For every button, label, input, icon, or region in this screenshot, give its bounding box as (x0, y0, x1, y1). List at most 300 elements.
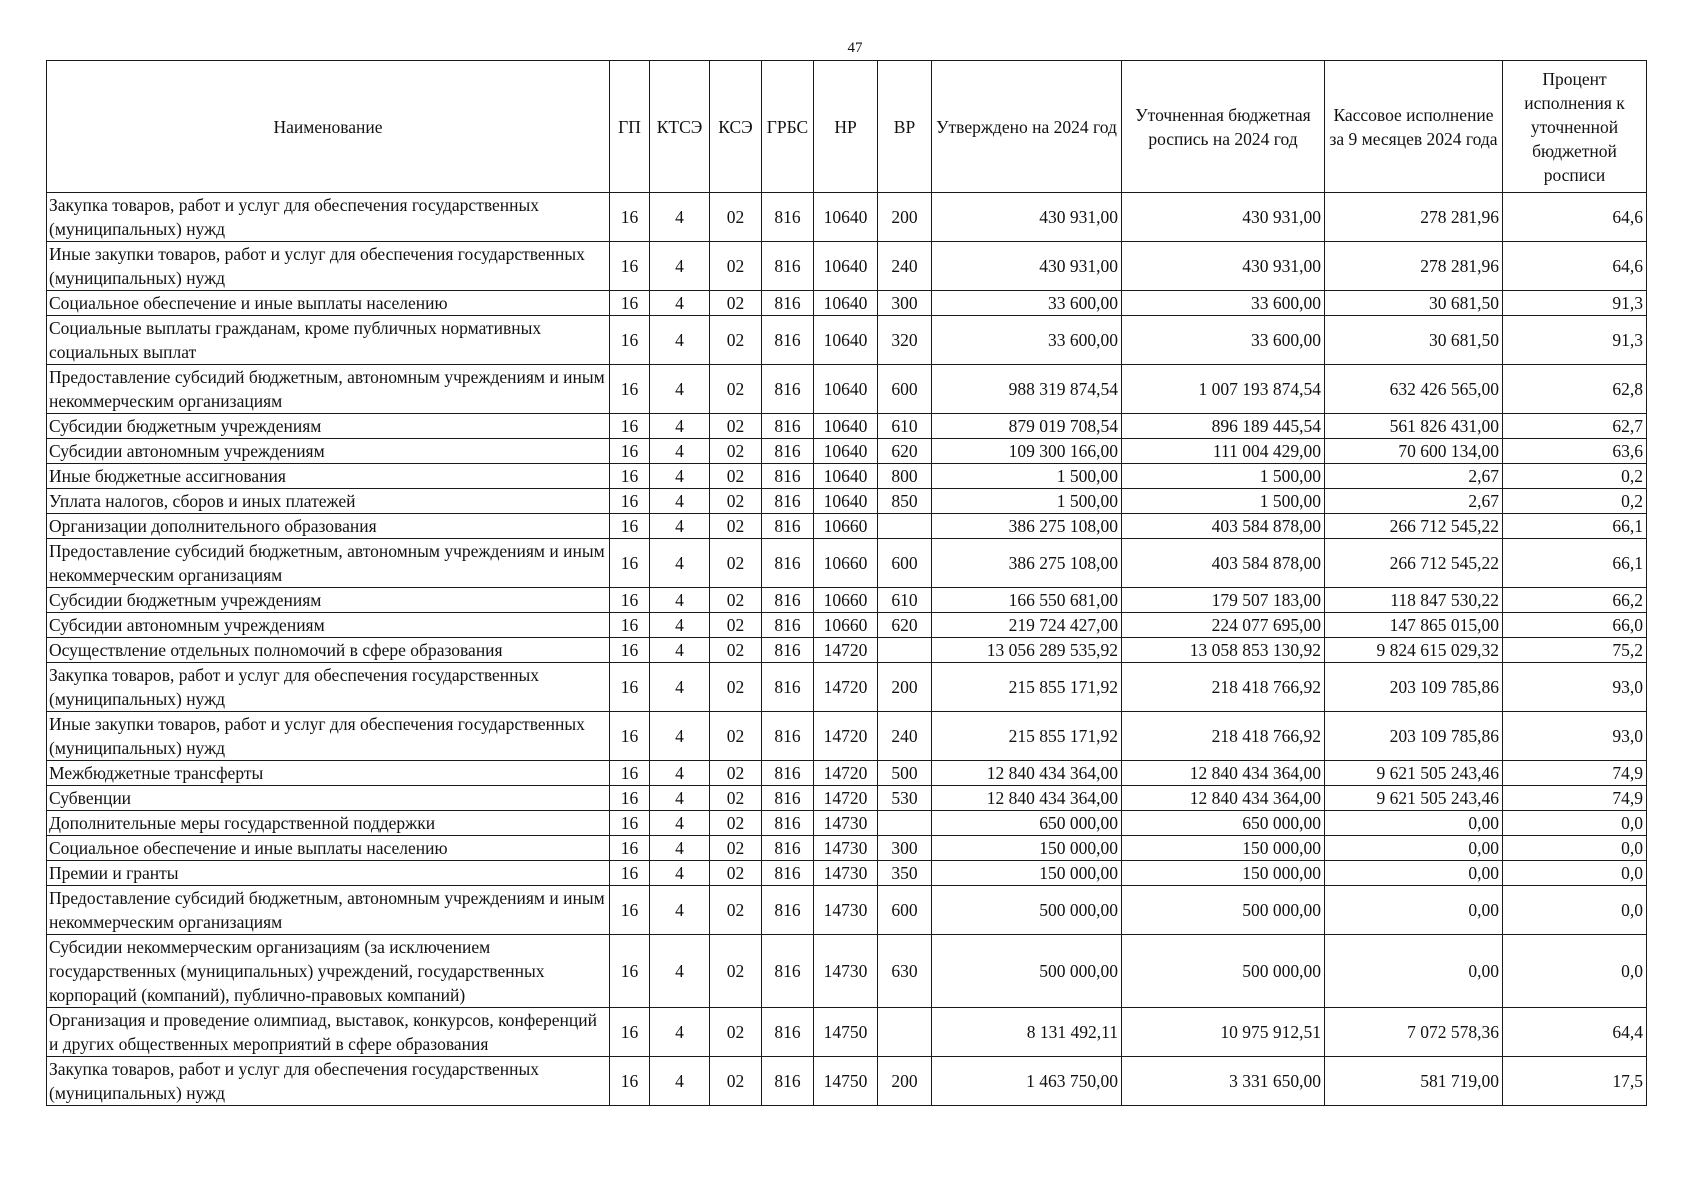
cell-approved: 430 931,00 (932, 242, 1122, 291)
cell-refined: 1 007 193 874,54 (1122, 365, 1325, 414)
cell-refined: 500 000,00 (1122, 935, 1325, 1008)
cell-percent: 91,3 (1503, 291, 1647, 316)
cell-cash: 0,00 (1325, 935, 1503, 1008)
table-row (47, 193, 1647, 242)
cell-gp: 16 (610, 439, 650, 464)
cell-ktse: 4 (650, 861, 710, 886)
cell-gp: 16 (610, 193, 650, 242)
table-row (47, 242, 1647, 291)
cell-kse: 02 (710, 539, 762, 588)
cell-grbs: 816 (762, 786, 814, 811)
cell-percent: 66,0 (1503, 613, 1647, 638)
cell-cash: 147 865 015,00 (1325, 613, 1503, 638)
cell-ktse: 4 (650, 1008, 710, 1057)
cell-grbs: 816 (762, 861, 814, 886)
cell-approved: 386 275 108,00 (932, 539, 1122, 588)
cell-approved: 215 855 171,92 (932, 663, 1122, 712)
cell-refined: 224 077 695,00 (1122, 613, 1325, 638)
budget-table (46, 60, 1647, 1106)
cell-ktse: 4 (650, 365, 710, 414)
cell-vr (878, 638, 932, 663)
cell-ktse: 4 (650, 242, 710, 291)
cell-gp: 16 (610, 886, 650, 935)
cell-name: Субсидии автономным учреждениям (47, 613, 610, 638)
cell-percent: 62,8 (1503, 365, 1647, 414)
cell-refined: 218 418 766,92 (1122, 712, 1325, 761)
cell-name: Субсидии бюджетным учреждениям (47, 414, 610, 439)
cell-approved: 12 840 434 364,00 (932, 786, 1122, 811)
cell-refined: 500 000,00 (1122, 886, 1325, 935)
table-row (47, 489, 1647, 514)
cell-ktse: 4 (650, 464, 710, 489)
header-row (47, 61, 1647, 193)
cell-name: Социальное обеспечение и иные выплаты населению (47, 291, 610, 316)
cell-kse: 02 (710, 489, 762, 514)
cell-approved: 879 019 708,54 (932, 414, 1122, 439)
cell-refined: 13 058 853 130,92 (1122, 638, 1325, 663)
cell-cash: 9 824 615 029,32 (1325, 638, 1503, 663)
cell-percent: 93,0 (1503, 712, 1647, 761)
cell-vr: 200 (878, 1057, 932, 1106)
cell-refined: 218 418 766,92 (1122, 663, 1325, 712)
cell-gp: 16 (610, 316, 650, 365)
cell-grbs: 816 (762, 663, 814, 712)
cell-percent: 0,0 (1503, 861, 1647, 886)
cell-approved: 166 550 681,00 (932, 588, 1122, 613)
table-row (47, 1057, 1647, 1106)
cell-grbs: 816 (762, 886, 814, 935)
cell-vr: 300 (878, 836, 932, 861)
cell-name: Уплата налогов, сборов и иных платежей (47, 489, 610, 514)
table-row (47, 291, 1647, 316)
cell-percent: 66,1 (1503, 514, 1647, 539)
cell-nr: 14730 (814, 886, 878, 935)
cell-cash: 70 600 134,00 (1325, 439, 1503, 464)
cell-ktse: 4 (650, 613, 710, 638)
cell-approved: 215 855 171,92 (932, 712, 1122, 761)
cell-gp: 16 (610, 811, 650, 836)
cell-cash: 203 109 785,86 (1325, 712, 1503, 761)
cell-ktse: 4 (650, 886, 710, 935)
table-row (47, 886, 1647, 935)
cell-vr: 500 (878, 761, 932, 786)
cell-name: Закупка товаров, работ и услуг для обеспечения государственных (муниципальных) нужд (47, 663, 610, 712)
table-row (47, 1008, 1647, 1057)
cell-gp: 16 (610, 861, 650, 886)
cell-grbs: 816 (762, 539, 814, 588)
cell-vr: 300 (878, 291, 932, 316)
cell-nr: 14720 (814, 786, 878, 811)
header-kse: КСЭ (710, 61, 762, 193)
cell-grbs: 816 (762, 638, 814, 663)
cell-nr: 14750 (814, 1057, 878, 1106)
cell-kse: 02 (710, 464, 762, 489)
cell-approved: 33 600,00 (932, 316, 1122, 365)
cell-vr: 620 (878, 439, 932, 464)
cell-cash: 266 712 545,22 (1325, 539, 1503, 588)
cell-approved: 150 000,00 (932, 836, 1122, 861)
cell-name: Субсидии бюджетным учреждениям (47, 588, 610, 613)
cell-name: Дополнительные меры государственной поддержки (47, 811, 610, 836)
cell-percent: 0,0 (1503, 811, 1647, 836)
cell-ktse: 4 (650, 316, 710, 365)
cell-percent: 75,2 (1503, 638, 1647, 663)
cell-nr: 10640 (814, 242, 878, 291)
cell-vr: 240 (878, 242, 932, 291)
cell-vr: 600 (878, 539, 932, 588)
cell-refined: 150 000,00 (1122, 836, 1325, 861)
cell-name: Социальные выплаты гражданам, кроме публичных нормативных социальных выплат (47, 316, 610, 365)
cell-percent: 64,4 (1503, 1008, 1647, 1057)
cell-name: Предоставление субсидий бюджетным, автономным учреждениям и иным некоммерческим организациям (47, 539, 610, 588)
cell-kse: 02 (710, 935, 762, 1008)
cell-name: Субсидии автономным учреждениям (47, 439, 610, 464)
cell-gp: 16 (610, 613, 650, 638)
cell-percent: 74,9 (1503, 761, 1647, 786)
cell-kse: 02 (710, 836, 762, 861)
cell-nr: 14720 (814, 663, 878, 712)
cell-percent: 0,0 (1503, 935, 1647, 1008)
cell-nr: 14730 (814, 935, 878, 1008)
cell-grbs: 816 (762, 613, 814, 638)
cell-percent: 74,9 (1503, 786, 1647, 811)
cell-grbs: 816 (762, 1057, 814, 1106)
cell-cash: 561 826 431,00 (1325, 414, 1503, 439)
cell-vr (878, 514, 932, 539)
cell-name: Предоставление субсидий бюджетным, автономным учреждениям и иным некоммерческим организациям (47, 365, 610, 414)
cell-nr: 10640 (814, 439, 878, 464)
cell-kse: 02 (710, 861, 762, 886)
table-row (47, 588, 1647, 613)
cell-vr: 350 (878, 861, 932, 886)
cell-refined: 12 840 434 364,00 (1122, 761, 1325, 786)
cell-ktse: 4 (650, 1057, 710, 1106)
cell-grbs: 816 (762, 1008, 814, 1057)
table-row (47, 414, 1647, 439)
cell-grbs: 816 (762, 316, 814, 365)
cell-percent: 0,0 (1503, 836, 1647, 861)
cell-kse: 02 (710, 588, 762, 613)
cell-vr: 610 (878, 588, 932, 613)
cell-ktse: 4 (650, 935, 710, 1008)
cell-kse: 02 (710, 316, 762, 365)
cell-grbs: 816 (762, 761, 814, 786)
cell-grbs: 816 (762, 489, 814, 514)
cell-nr: 14730 (814, 836, 878, 861)
cell-percent: 17,5 (1503, 1057, 1647, 1106)
header-name: Наименование (47, 61, 610, 193)
cell-ktse: 4 (650, 638, 710, 663)
cell-vr: 320 (878, 316, 932, 365)
cell-ktse: 4 (650, 761, 710, 786)
cell-kse: 02 (710, 712, 762, 761)
cell-cash: 0,00 (1325, 861, 1503, 886)
cell-grbs: 816 (762, 811, 814, 836)
cell-approved: 430 931,00 (932, 193, 1122, 242)
cell-name: Субвенции (47, 786, 610, 811)
cell-kse: 02 (710, 638, 762, 663)
table-row (47, 836, 1647, 861)
cell-gp: 16 (610, 638, 650, 663)
cell-name: Премии и гранты (47, 861, 610, 886)
cell-gp: 16 (610, 414, 650, 439)
page-number: 47 (847, 40, 863, 56)
cell-approved: 1 463 750,00 (932, 1057, 1122, 1106)
cell-gp: 16 (610, 663, 650, 712)
cell-kse: 02 (710, 514, 762, 539)
cell-nr: 10640 (814, 365, 878, 414)
cell-nr: 14730 (814, 861, 878, 886)
cell-grbs: 816 (762, 836, 814, 861)
cell-gp: 16 (610, 514, 650, 539)
table-row (47, 761, 1647, 786)
cell-name: Социальное обеспечение и иные выплаты населению (47, 836, 610, 861)
cell-approved: 500 000,00 (932, 886, 1122, 935)
cell-cash: 203 109 785,86 (1325, 663, 1503, 712)
cell-grbs: 816 (762, 935, 814, 1008)
cell-ktse: 4 (650, 811, 710, 836)
cell-percent: 64,6 (1503, 242, 1647, 291)
cell-percent: 62,7 (1503, 414, 1647, 439)
cell-vr: 610 (878, 414, 932, 439)
header-percent: Процент исполнения к уточненной бюджетной росписи (1503, 61, 1647, 193)
cell-refined: 896 189 445,54 (1122, 414, 1325, 439)
cell-refined: 430 931,00 (1122, 242, 1325, 291)
cell-kse: 02 (710, 761, 762, 786)
cell-name: Иные бюджетные ассигнования (47, 464, 610, 489)
cell-approved: 988 319 874,54 (932, 365, 1122, 414)
cell-gp: 16 (610, 1008, 650, 1057)
cell-percent: 66,1 (1503, 539, 1647, 588)
cell-cash: 0,00 (1325, 811, 1503, 836)
cell-cash: 632 426 565,00 (1325, 365, 1503, 414)
cell-name: Закупка товаров, работ и услуг для обеспечения государственных (муниципальных) нужд (47, 193, 610, 242)
table-row (47, 935, 1647, 1008)
cell-nr: 10660 (814, 539, 878, 588)
cell-kse: 02 (710, 786, 762, 811)
table-row (47, 613, 1647, 638)
cell-name: Организация и проведение олимпиад, выставок, конкурсов, конференций и других общественных мероприятий в сфере образования (47, 1008, 610, 1057)
cell-name: Субсидии некоммерческим организациям (за исключением государственных (муниципальных) учреждений, государственных корпораций (компаний), публично-правовых компаний) (47, 935, 610, 1008)
cell-percent: 63,6 (1503, 439, 1647, 464)
cell-refined: 650 000,00 (1122, 811, 1325, 836)
cell-vr: 600 (878, 886, 932, 935)
cell-grbs: 816 (762, 588, 814, 613)
cell-refined: 1 500,00 (1122, 489, 1325, 514)
cell-nr: 14720 (814, 638, 878, 663)
cell-refined: 10 975 912,51 (1122, 1008, 1325, 1057)
cell-refined: 111 004 429,00 (1122, 439, 1325, 464)
cell-vr: 240 (878, 712, 932, 761)
cell-refined: 33 600,00 (1122, 291, 1325, 316)
table-row (47, 861, 1647, 886)
cell-ktse: 4 (650, 291, 710, 316)
cell-approved: 500 000,00 (932, 935, 1122, 1008)
cell-refined: 403 584 878,00 (1122, 514, 1325, 539)
cell-kse: 02 (710, 811, 762, 836)
table-header (47, 61, 1647, 193)
cell-kse: 02 (710, 414, 762, 439)
cell-nr: 10640 (814, 464, 878, 489)
header-refined: Уточненная бюджетная роспись на 2024 год (1122, 61, 1325, 193)
cell-grbs: 816 (762, 439, 814, 464)
cell-vr: 530 (878, 786, 932, 811)
cell-kse: 02 (710, 1057, 762, 1106)
cell-cash: 30 681,50 (1325, 316, 1503, 365)
cell-gp: 16 (610, 365, 650, 414)
cell-gp: 16 (610, 242, 650, 291)
cell-refined: 33 600,00 (1122, 316, 1325, 365)
table-row (47, 316, 1647, 365)
table-row (47, 663, 1647, 712)
cell-percent: 0,2 (1503, 489, 1647, 514)
cell-cash: 0,00 (1325, 836, 1503, 861)
cell-ktse: 4 (650, 439, 710, 464)
cell-ktse: 4 (650, 663, 710, 712)
cell-vr: 620 (878, 613, 932, 638)
cell-approved: 12 840 434 364,00 (932, 761, 1122, 786)
table-row (47, 786, 1647, 811)
table-body (47, 193, 1647, 1106)
cell-approved: 1 500,00 (932, 464, 1122, 489)
header-gp: ГП (610, 61, 650, 193)
header-grbs: ГРБС (762, 61, 814, 193)
cell-ktse: 4 (650, 539, 710, 588)
cell-cash: 9 621 505 243,46 (1325, 786, 1503, 811)
cell-refined: 150 000,00 (1122, 861, 1325, 886)
cell-kse: 02 (710, 613, 762, 638)
cell-ktse: 4 (650, 489, 710, 514)
cell-cash: 0,00 (1325, 886, 1503, 935)
header-approved: Утверждено на 2024 год (932, 61, 1122, 193)
cell-nr: 14720 (814, 761, 878, 786)
cell-name: Предоставление субсидий бюджетным, автономным учреждениям и иным некоммерческим организациям (47, 886, 610, 935)
cell-vr: 200 (878, 663, 932, 712)
cell-ktse: 4 (650, 836, 710, 861)
cell-grbs: 816 (762, 414, 814, 439)
cell-cash: 278 281,96 (1325, 193, 1503, 242)
cell-gp: 16 (610, 836, 650, 861)
cell-nr: 14750 (814, 1008, 878, 1057)
cell-grbs: 816 (762, 291, 814, 316)
cell-name: Осуществление отдельных полномочий в сфере образования (47, 638, 610, 663)
cell-grbs: 816 (762, 712, 814, 761)
cell-kse: 02 (710, 439, 762, 464)
cell-vr: 850 (878, 489, 932, 514)
cell-nr: 10660 (814, 588, 878, 613)
cell-grbs: 816 (762, 193, 814, 242)
cell-cash: 30 681,50 (1325, 291, 1503, 316)
cell-vr: 600 (878, 365, 932, 414)
cell-ktse: 4 (650, 414, 710, 439)
cell-cash: 118 847 530,22 (1325, 588, 1503, 613)
cell-gp: 16 (610, 489, 650, 514)
cell-name: Организации дополнительного образования (47, 514, 610, 539)
cell-approved: 1 500,00 (932, 489, 1122, 514)
cell-grbs: 816 (762, 514, 814, 539)
table-row (47, 464, 1647, 489)
cell-nr: 10640 (814, 489, 878, 514)
cell-cash: 2,67 (1325, 464, 1503, 489)
cell-ktse: 4 (650, 193, 710, 242)
cell-grbs: 816 (762, 242, 814, 291)
cell-percent: 91,3 (1503, 316, 1647, 365)
cell-approved: 386 275 108,00 (932, 514, 1122, 539)
cell-nr: 10640 (814, 193, 878, 242)
cell-percent: 64,6 (1503, 193, 1647, 242)
cell-cash: 7 072 578,36 (1325, 1008, 1503, 1057)
header-nr: НР (814, 61, 878, 193)
cell-name: Межбюджетные трансферты (47, 761, 610, 786)
cell-approved: 8 131 492,11 (932, 1008, 1122, 1057)
cell-approved: 219 724 427,00 (932, 613, 1122, 638)
header-vr: ВР (878, 61, 932, 193)
cell-vr (878, 1008, 932, 1057)
cell-refined: 3 331 650,00 (1122, 1057, 1325, 1106)
cell-gp: 16 (610, 1057, 650, 1106)
cell-approved: 650 000,00 (932, 811, 1122, 836)
cell-cash: 9 621 505 243,46 (1325, 761, 1503, 786)
cell-ktse: 4 (650, 786, 710, 811)
cell-kse: 02 (710, 1008, 762, 1057)
cell-percent: 93,0 (1503, 663, 1647, 712)
cell-nr: 14730 (814, 811, 878, 836)
cell-gp: 16 (610, 786, 650, 811)
cell-nr: 10640 (814, 291, 878, 316)
cell-percent: 0,2 (1503, 464, 1647, 489)
cell-grbs: 816 (762, 365, 814, 414)
cell-gp: 16 (610, 761, 650, 786)
cell-kse: 02 (710, 886, 762, 935)
table-row (47, 514, 1647, 539)
cell-vr: 630 (878, 935, 932, 1008)
cell-grbs: 816 (762, 464, 814, 489)
cell-kse: 02 (710, 193, 762, 242)
cell-ktse: 4 (650, 588, 710, 613)
table-row (47, 638, 1647, 663)
cell-kse: 02 (710, 291, 762, 316)
cell-cash: 266 712 545,22 (1325, 514, 1503, 539)
cell-refined: 12 840 434 364,00 (1122, 786, 1325, 811)
cell-cash: 581 719,00 (1325, 1057, 1503, 1106)
cell-approved: 150 000,00 (932, 861, 1122, 886)
cell-refined: 179 507 183,00 (1122, 588, 1325, 613)
cell-refined: 1 500,00 (1122, 464, 1325, 489)
cell-cash: 2,67 (1325, 489, 1503, 514)
cell-approved: 13 056 289 535,92 (932, 638, 1122, 663)
cell-kse: 02 (710, 242, 762, 291)
cell-vr: 800 (878, 464, 932, 489)
cell-ktse: 4 (650, 514, 710, 539)
table-row (47, 365, 1647, 414)
cell-approved: 33 600,00 (932, 291, 1122, 316)
cell-nr: 14720 (814, 712, 878, 761)
cell-name: Закупка товаров, работ и услуг для обеспечения государственных (муниципальных) нужд (47, 1057, 610, 1106)
cell-gp: 16 (610, 464, 650, 489)
cell-gp: 16 (610, 935, 650, 1008)
cell-kse: 02 (710, 663, 762, 712)
cell-name: Иные закупки товаров, работ и услуг для обеспечения государственных (муниципальных) нужд (47, 242, 610, 291)
cell-name: Иные закупки товаров, работ и услуг для обеспечения государственных (муниципальных) нужд (47, 712, 610, 761)
cell-nr: 10660 (814, 613, 878, 638)
cell-cash: 278 281,96 (1325, 242, 1503, 291)
cell-gp: 16 (610, 291, 650, 316)
cell-percent: 0,0 (1503, 886, 1647, 935)
cell-ktse: 4 (650, 712, 710, 761)
cell-refined: 430 931,00 (1122, 193, 1325, 242)
header-ktse: КТСЭ (650, 61, 710, 193)
table-row (47, 539, 1647, 588)
